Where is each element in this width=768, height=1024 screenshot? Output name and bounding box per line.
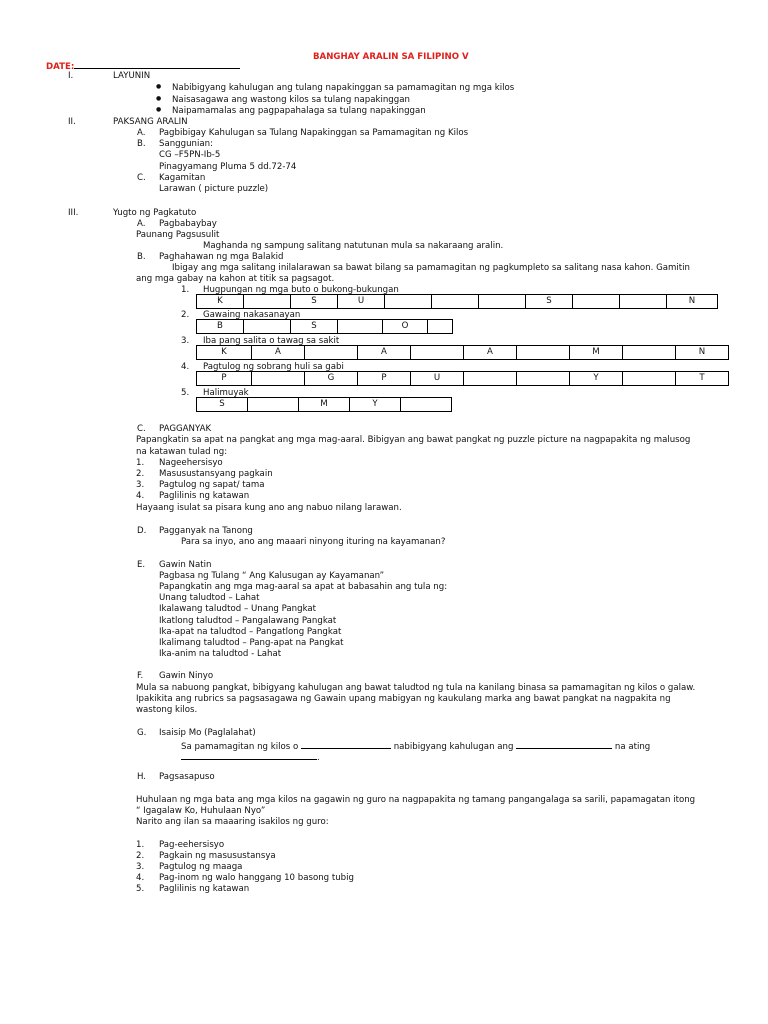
letter-cell: T bbox=[676, 372, 729, 386]
list-item: Pag-eehersisyo bbox=[159, 840, 225, 850]
letter-cell bbox=[305, 346, 358, 360]
section-3-heading: Yugto ng Pagkatuto bbox=[113, 208, 197, 218]
puzzle-clue: Halimuyak bbox=[203, 388, 249, 398]
letter-cell bbox=[411, 346, 464, 360]
list-number: 3. bbox=[136, 480, 145, 490]
letter-cell bbox=[517, 346, 570, 360]
item-letter: E. bbox=[137, 560, 146, 570]
list-item: Masusustansyang pagkain bbox=[159, 469, 273, 479]
group-activity-text: Ipakikita ang rubrics sa pagsasagawa ng Gawain upang mabigyan ng kaukulang marka ang bawat pangkat na nagpakita ng bbox=[136, 694, 671, 704]
letter-cell bbox=[620, 295, 667, 309]
generalization-sentence: Sa pamamagitan ng kilos o nabibigyang kahulugan ang na ating bbox=[181, 742, 651, 752]
letter-cell bbox=[401, 398, 452, 412]
item-letter: D. bbox=[137, 526, 147, 536]
materials-label: Kagamitan bbox=[159, 173, 206, 183]
letter-cell bbox=[428, 320, 453, 334]
activity-line: Papangkatin ang mga mag-aaral sa apat at babasahin ang tula ng: bbox=[159, 582, 448, 592]
letter-grid bbox=[196, 345, 729, 360]
motivation-text-cont: na katawan tulad ng: bbox=[136, 447, 228, 457]
item-letter: C. bbox=[137, 173, 146, 183]
puzzle-number: 4. bbox=[181, 362, 190, 372]
subheading-balakid: Paghahawan ng mga Balakid bbox=[159, 252, 284, 262]
valuing-intro: Narito ang ilan sa maaaring isakilos ng guro: bbox=[136, 817, 329, 827]
letter-cell: M bbox=[570, 346, 623, 360]
letter-cell: S bbox=[291, 295, 338, 309]
puzzle-clue: Gawaing nakasanayan bbox=[203, 310, 301, 320]
letter-cell: S bbox=[526, 295, 573, 309]
letter-cell: K bbox=[197, 295, 244, 309]
letter-cell bbox=[573, 295, 620, 309]
letter-cell: S bbox=[291, 320, 338, 334]
list-number: 3. bbox=[136, 862, 145, 872]
list-item: Pagtulog ng sapat/ tama bbox=[159, 480, 265, 490]
section-1-number: I. bbox=[68, 71, 74, 81]
letter-cell bbox=[479, 295, 526, 309]
subheading-pagganyak: PAGGANYAK bbox=[159, 424, 212, 434]
subheading-gawin-natin: Gawin Natin bbox=[159, 560, 212, 570]
date-label: DATE: bbox=[46, 60, 240, 72]
letter-cell: A bbox=[358, 346, 411, 360]
motive-question: Para sa inyo, ano ang maaari ninyong ituring na kayamanan? bbox=[181, 537, 446, 547]
letter-cell: G bbox=[305, 372, 358, 386]
subheading-tanong: Pagganyak na Tanong bbox=[159, 526, 253, 536]
item-letter: A. bbox=[137, 219, 146, 229]
motivation-text: Papangkatin sa apat na pangkat ang mga mag-aaral. Bibigyan ang bawat pangkat ng puzzle picture na nagpapakita ng malusog bbox=[136, 435, 691, 445]
list-number: 1. bbox=[136, 840, 145, 850]
letter-cell bbox=[623, 346, 676, 360]
letter-cell bbox=[244, 295, 291, 309]
letter-grid bbox=[196, 371, 729, 386]
motivation-note: Hayaang isulat sa pisara kung ano ang nabuo nilang larawan. bbox=[136, 503, 402, 513]
pretest-label: Paunang Pagsusulit bbox=[136, 230, 220, 240]
letter-cell bbox=[252, 372, 305, 386]
puzzle-number: 3. bbox=[181, 336, 190, 346]
activity-line: Ikatlong taludtod – Pangalawang Pangkat bbox=[159, 616, 337, 626]
section-1-heading: LAYUNIN bbox=[113, 71, 151, 81]
activity-line: Unang taludtod – Lahat bbox=[159, 593, 260, 603]
item-letter: B. bbox=[137, 139, 146, 149]
letter-cell bbox=[338, 320, 383, 334]
letter-cell: N bbox=[667, 295, 718, 309]
list-number: 4. bbox=[136, 873, 145, 883]
letter-cell bbox=[432, 295, 479, 309]
activity-line: Ika-anim na taludtod - Lahat bbox=[159, 649, 282, 659]
puzzle-clue: Hugpungan ng mga buto o bukong-bukungan bbox=[203, 285, 399, 295]
list-number: 2. bbox=[136, 469, 145, 479]
letter-grid bbox=[196, 294, 718, 309]
item-letter: C. bbox=[137, 424, 146, 434]
vocab-instruction-cont: ang mga gabay na kahon at titik sa pagsagot. bbox=[136, 274, 335, 284]
objective-item: ● Naisasagawa ang wastong kilos sa tulang napakinggan bbox=[172, 96, 410, 105]
letter-cell bbox=[248, 398, 299, 412]
activity-line: Ikalawang taludtod – Unang Pangkat bbox=[159, 604, 317, 614]
puzzle-clue: Pagtulog ng sobrang huli sa gabi bbox=[203, 362, 344, 372]
fill-blank bbox=[301, 740, 391, 749]
materials-text: Larawan ( picture puzzle) bbox=[159, 184, 269, 194]
valuing-title: “ Igagalaw Ko, Huhulaan Nyo” bbox=[136, 806, 266, 816]
subheading-gawin-ninyo: Gawin Ninyo bbox=[159, 671, 214, 681]
list-item: Pagkain ng masusustansya bbox=[159, 851, 276, 861]
activity-line: Ikalimang taludtod – Pang-apat na Pangkat bbox=[159, 638, 344, 648]
subheading-pagbabaybay: Pagbabaybay bbox=[159, 219, 217, 229]
letter-grid bbox=[196, 397, 452, 412]
puzzle-number: 1. bbox=[181, 285, 190, 295]
letter-cell: A bbox=[464, 346, 517, 360]
list-item: Nageehersisyo bbox=[159, 458, 223, 468]
topic-text: Pagbibigay Kahulugan sa Tulang Napakinggan sa Pamamagitan ng Kilos bbox=[159, 128, 469, 138]
objective-item: ● Naipamamalas ang pagpapahalaga sa tulang napakinggan bbox=[172, 107, 426, 116]
letter-cell: P bbox=[197, 372, 252, 386]
section-3-number: III. bbox=[68, 208, 79, 218]
letter-cell: U bbox=[338, 295, 385, 309]
date-blank bbox=[74, 60, 240, 69]
activity-line: Ika-apat na taludtod – Pangatlong Pangkat bbox=[159, 627, 342, 637]
fill-blank bbox=[516, 740, 612, 749]
letter-grid bbox=[196, 319, 453, 334]
letter-cell bbox=[464, 372, 517, 386]
reference-code: CG –F5PN-Ib-5 bbox=[159, 150, 221, 160]
list-number: 4. bbox=[136, 491, 145, 501]
letter-cell bbox=[244, 320, 291, 334]
subheading-isaisip: Isaisip Mo (Paglalahat) bbox=[159, 728, 256, 738]
fill-blank bbox=[181, 751, 317, 760]
list-item: Pagtulog ng maaga bbox=[159, 862, 243, 872]
puzzle-clue: Iba pang salita o tawag sa sakit bbox=[203, 336, 340, 346]
letter-cell: M bbox=[299, 398, 350, 412]
section-2-heading: PAKSANG ARALIN bbox=[113, 117, 188, 127]
objective-item: ● Nabibigyang kahulugan ang tulang napakinggan sa pamamagitan ng mga kilos bbox=[172, 84, 514, 93]
reference-book: Pinagyamang Pluma 5 dd.72-74 bbox=[159, 162, 297, 172]
letter-cell: K bbox=[197, 346, 252, 360]
letter-cell: Y bbox=[350, 398, 401, 412]
valuing-text: Huhulaan ng mga bata ang mga kilos na gagawin ng guro na nagpapakita ng tamang pangangalaga sa sarili, papamagatan itong bbox=[136, 795, 696, 805]
letter-cell: Y bbox=[570, 372, 623, 386]
letter-cell: N bbox=[676, 346, 729, 360]
letter-cell bbox=[517, 372, 570, 386]
item-letter: B. bbox=[137, 252, 146, 262]
pretest-instruction: Maghanda ng sampung salitang natutunan mula sa nakaraang aralin. bbox=[203, 241, 504, 251]
group-activity-text: Mula sa nabuong pangkat, bibigyang kahulugan ang bawat taludtod ng tula na kanilang binasa sa pamamagitan ng kilos o galaw. bbox=[136, 683, 696, 693]
list-item: Paglilinis ng katawan bbox=[159, 884, 250, 894]
group-activity-text: wastong kilos. bbox=[136, 705, 198, 715]
letter-cell: A bbox=[252, 346, 305, 360]
document-title: BANGHAY ARALIN SA FILIPINO V bbox=[313, 52, 469, 62]
list-number: 1. bbox=[136, 458, 145, 468]
item-letter: H. bbox=[137, 772, 147, 782]
activity-line: Pagbasa ng Tulang “ Ang Kalusugan ay Kayamanan” bbox=[159, 571, 385, 581]
subheading-pagsasapuso: Pagsasapuso bbox=[159, 772, 215, 782]
list-number: 2. bbox=[136, 851, 145, 861]
list-item: Pag-inom ng walo hanggang 10 basong tubig bbox=[159, 873, 354, 883]
list-number: 5. bbox=[136, 884, 145, 894]
letter-cell: B bbox=[197, 320, 244, 334]
item-letter: G. bbox=[137, 728, 147, 738]
letter-cell: S bbox=[197, 398, 248, 412]
puzzle-number: 5. bbox=[181, 388, 190, 398]
letter-cell: P bbox=[358, 372, 411, 386]
item-letter: A. bbox=[137, 128, 146, 138]
letter-cell: U bbox=[411, 372, 464, 386]
letter-cell bbox=[385, 295, 432, 309]
letter-cell: O bbox=[383, 320, 428, 334]
item-letter: F. bbox=[137, 671, 144, 681]
letter-cell bbox=[623, 372, 676, 386]
list-item: Paglilinis ng katawan bbox=[159, 491, 250, 501]
section-2-number: II. bbox=[68, 117, 76, 127]
reference-label: Sanggunian: bbox=[159, 139, 213, 149]
vocab-instruction: Ibigay ang mga salitang inilalarawan sa bawat bilang sa pamamagitan ng pagkumpleto sa salitang nasa kahon. Gamitin bbox=[172, 263, 690, 273]
generalization-blank-line: . bbox=[181, 751, 320, 763]
puzzle-number: 2. bbox=[181, 310, 190, 320]
